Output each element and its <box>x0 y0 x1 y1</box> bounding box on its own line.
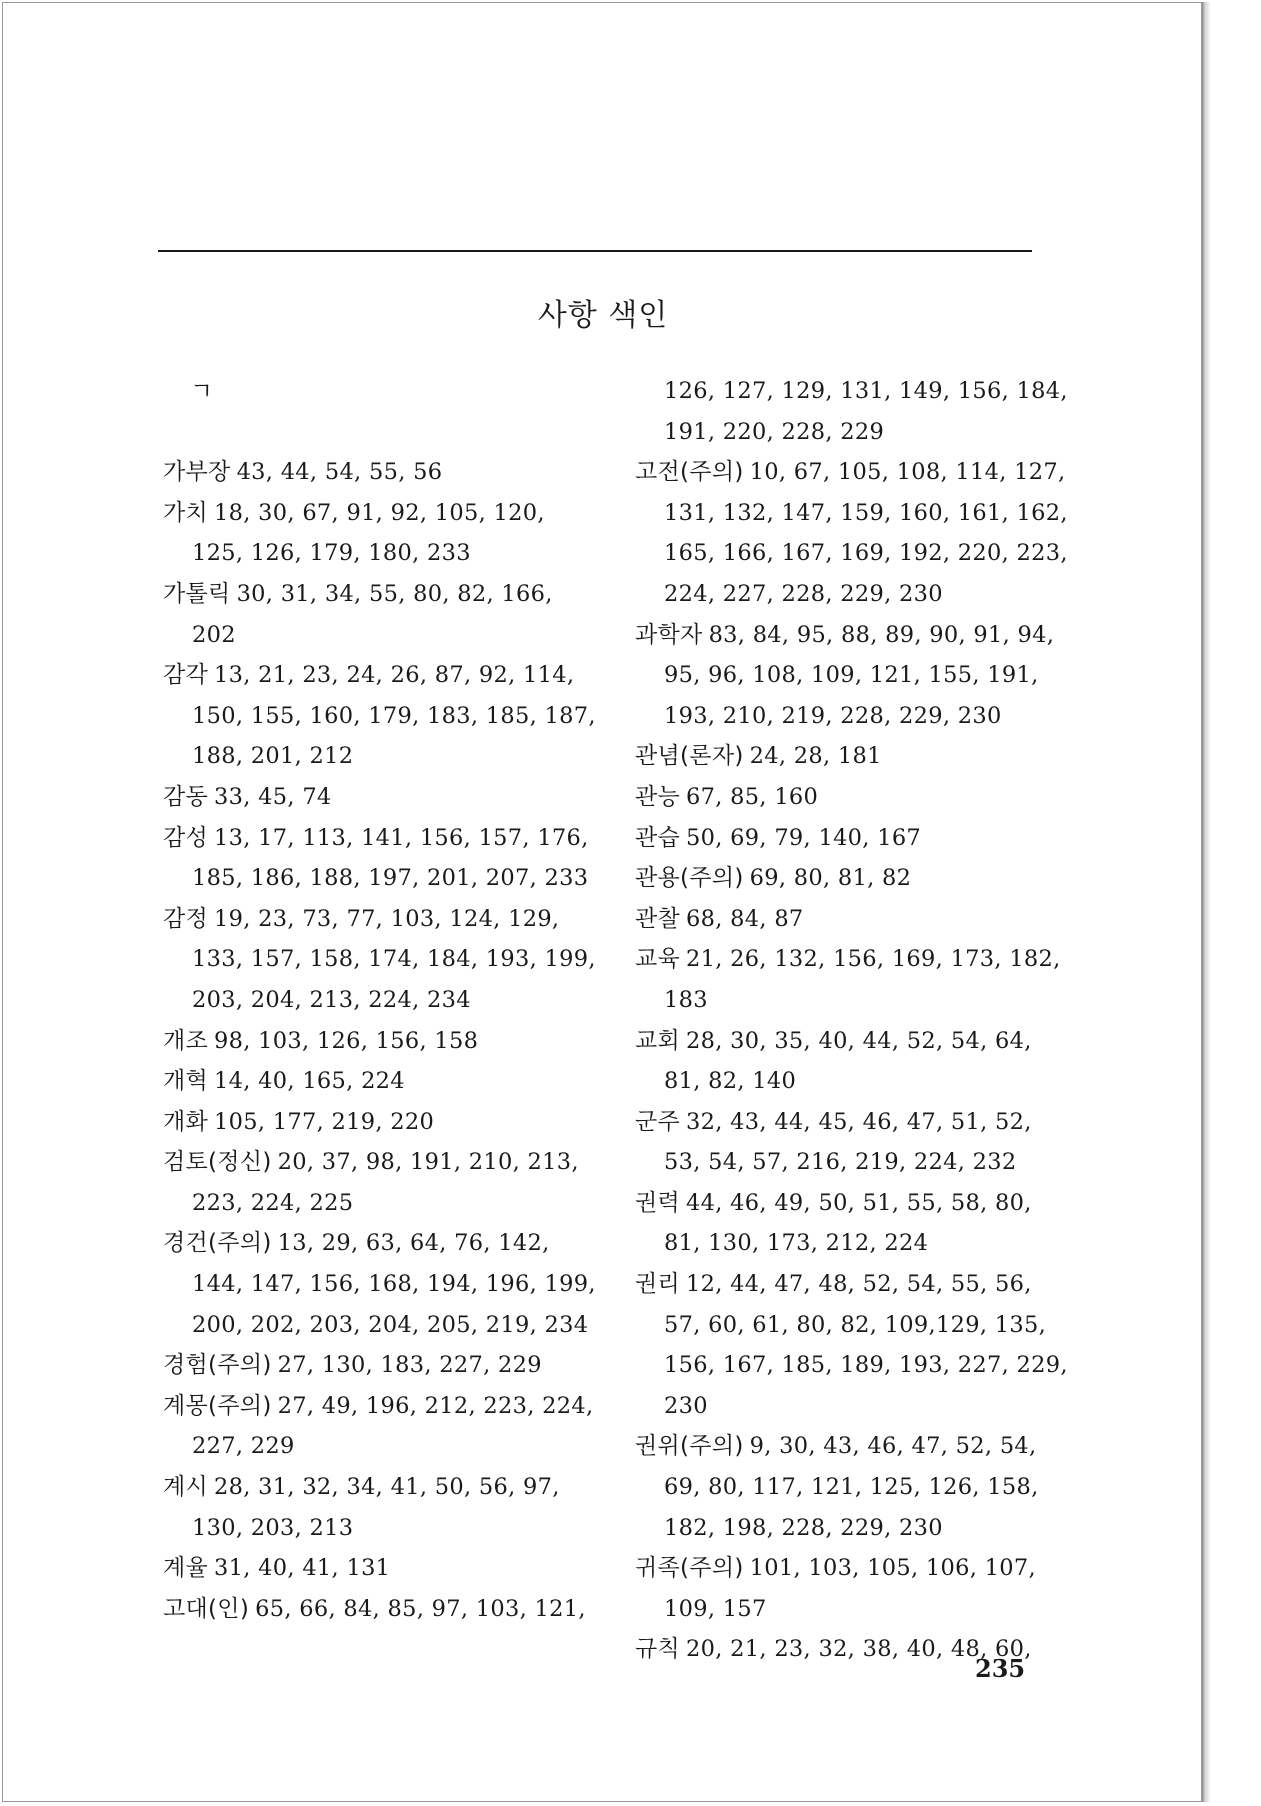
index-term: 교육 <box>635 946 681 973</box>
index-column-left <box>163 371 603 1629</box>
index-page-refs: 65, 66, 84, 85, 97, 103, 121, <box>255 1595 586 1622</box>
index-page-refs: 43, 44, 54, 55, 56 <box>236 459 443 486</box>
index-page-refs: 67, 85, 160 <box>686 783 819 810</box>
index-page-refs: 83, 84, 95, 88, 89, 90, 91, 94, 95, 96, 108, 109, 121, 155, 191, 193, 210, 219, 228, 229, 230 <box>664 621 1055 729</box>
index-entry <box>635 1264 1075 1426</box>
index-term: 고대(인) <box>163 1595 250 1622</box>
index-entry <box>635 818 1075 859</box>
index-term: 관용(주의) <box>635 865 744 892</box>
entry-list-left <box>163 452 603 1629</box>
page-number: 235 <box>975 1654 1026 1683</box>
index-entry <box>163 1386 603 1467</box>
index-term: 권위(주의) <box>635 1433 744 1460</box>
index-term: 감정 <box>163 905 209 932</box>
index-entry <box>163 1102 603 1143</box>
index-term: 감성 <box>163 824 209 851</box>
index-page-refs: 9, 30, 43, 46, 47, 52, 54, 69, 80, 117, 121, 125, 126, 158, 182, 198, 228, 229, 230 <box>664 1433 1039 1541</box>
index-page-refs: 33, 45, 74 <box>214 783 332 810</box>
index-entry <box>163 1142 603 1223</box>
index-term: 감각 <box>163 662 209 689</box>
index-page-refs: 98, 103, 126, 156, 158 <box>214 1027 479 1054</box>
index-term: 계시 <box>163 1474 209 1501</box>
index-term: 관념(론자) <box>635 743 744 770</box>
index-term: 계몽(주의) <box>163 1392 272 1419</box>
index-entry <box>163 574 603 655</box>
index-term: 교회 <box>635 1027 681 1054</box>
index-page-refs: 28, 30, 35, 40, 44, 52, 54, 64, 81, 82, 140 <box>664 1027 1032 1095</box>
index-term: 과학자 <box>635 621 703 648</box>
index-page-refs: 13, 17, 113, 141, 156, 157, 176, 185, 186, 188, 197, 201, 207, 233 <box>192 824 589 892</box>
index-page-refs: 14, 40, 165, 224 <box>214 1068 405 1095</box>
index-entry <box>163 899 603 1021</box>
index-entry <box>163 777 603 818</box>
index-term: 검토(정신) <box>163 1149 272 1176</box>
index-page-refs: 50, 69, 79, 140, 167 <box>686 824 922 851</box>
index-entry <box>635 899 1075 940</box>
index-page-refs: 24, 28, 181 <box>749 743 882 770</box>
index-page-refs: 28, 31, 32, 34, 41, 50, 56, 97, 130, 203, 213 <box>192 1474 560 1541</box>
index-page-refs: 12, 44, 47, 48, 52, 54, 55, 56, 57, 60, 61, 80, 82, 109,129, 135, 156, 167, 185, 189, 193, 227, 229, 230 <box>664 1271 1068 1419</box>
index-entry <box>163 1589 603 1630</box>
index-term: 개혁 <box>163 1068 209 1095</box>
index-page-refs: 27, 49, 196, 212, 223, 224, 227, 229 <box>192 1392 594 1460</box>
book-page <box>2 2 1202 1802</box>
index-entry <box>635 939 1075 1020</box>
index-term: 관습 <box>635 824 681 851</box>
index-page-refs: 10, 67, 105, 108, 114, 127, 131, 132, 147, 159, 160, 161, 162, 165, 166, 167, 169, 192, 220, 223, 224, 227, 228, 229, 230 <box>664 459 1068 607</box>
index-entry <box>163 1021 603 1062</box>
index-term: 계율 <box>163 1555 209 1582</box>
index-page-refs: 105, 177, 219, 220 <box>214 1108 435 1135</box>
index-entry <box>635 1183 1075 1264</box>
index-term: 권력 <box>635 1189 681 1216</box>
index-term: 규칙 <box>635 1636 681 1663</box>
continued-pages: 126, 127, 129, 131, 149, 156, 184, 191, 220, 228, 229 <box>664 378 1068 445</box>
index-entry <box>635 452 1075 614</box>
index-page-refs: 21, 26, 132, 156, 169, 173, 182, 183 <box>664 946 1061 1013</box>
page-edge-shadow <box>1202 2 1210 1802</box>
index-page-refs: 68, 84, 87 <box>686 905 804 932</box>
index-entry <box>635 736 1075 777</box>
index-term: 권리 <box>635 1271 681 1298</box>
index-page-refs: 13, 21, 23, 24, 26, 87, 92, 114, 150, 155, 160, 179, 183, 185, 187, 188, 201, 212 <box>192 662 596 770</box>
index-entry <box>163 1061 603 1102</box>
index-entry <box>163 452 603 493</box>
header-rule <box>158 250 1032 252</box>
section-letter: ㄱ <box>190 377 214 405</box>
index-entry <box>635 1426 1075 1548</box>
index-entry <box>635 858 1075 899</box>
index-entry <box>163 818 603 899</box>
index-page-refs: 32, 43, 44, 45, 46, 47, 51, 52, 53, 54, 57, 216, 219, 224, 232 <box>664 1108 1032 1176</box>
index-term: 고전(주의) <box>635 459 744 486</box>
index-term: 개조 <box>163 1027 209 1054</box>
index-page-refs: 44, 46, 49, 50, 51, 55, 58, 80, 81, 130, 173, 212, 224 <box>664 1189 1032 1257</box>
index-page-refs: 31, 40, 41, 131 <box>214 1555 391 1582</box>
index-term: 감동 <box>163 783 209 810</box>
index-entry <box>163 1548 603 1589</box>
index-page-refs: 69, 80, 81, 82 <box>749 865 912 892</box>
index-page-refs: 13, 29, 63, 64, 76, 142, 144, 147, 156, 168, 194, 196, 199, 200, 202, 203, 204, 205, 219, 234 <box>192 1230 596 1338</box>
index-term: 관능 <box>635 783 681 810</box>
index-entry <box>635 1021 1075 1102</box>
index-page-refs: 27, 130, 183, 227, 229 <box>277 1352 542 1379</box>
index-page-refs: 30, 31, 34, 55, 80, 82, 166, 202 <box>192 580 553 648</box>
index-term: 관찰 <box>635 905 681 932</box>
index-term: 가부장 <box>163 459 231 486</box>
index-page-refs: 20, 21, 23, 32, 38, 40, 48, 60, <box>686 1636 1032 1663</box>
index-entry <box>163 1223 603 1345</box>
page-title: 사항 색인 <box>537 298 669 333</box>
index-term: 개화 <box>163 1108 209 1135</box>
index-term: 가톨릭 <box>163 580 231 607</box>
index-entry <box>163 1467 603 1548</box>
index-term: 경건(주의) <box>163 1230 272 1257</box>
entry-list-right <box>635 452 1075 1670</box>
index-page-refs: 18, 30, 67, 91, 92, 105, 120, 125, 126, 179, 180, 233 <box>192 499 545 567</box>
index-page-refs: 20, 37, 98, 191, 210, 213, 223, 224, 225 <box>192 1149 579 1216</box>
index-term: 경험(주의) <box>163 1352 272 1379</box>
index-entry <box>635 615 1075 737</box>
index-entry <box>163 655 603 777</box>
index-entry <box>163 1345 603 1386</box>
section-gap <box>163 412 603 453</box>
index-entry <box>635 1548 1075 1629</box>
index-entry <box>635 1102 1075 1183</box>
index-term: 군주 <box>635 1108 681 1135</box>
index-term: 귀족(주의) <box>635 1555 744 1582</box>
index-term: 가치 <box>163 499 209 526</box>
index-page-refs: 101, 103, 105, 106, 107, 109, 157 <box>664 1555 1036 1622</box>
index-entry <box>635 777 1075 818</box>
index-column-right <box>635 371 1075 1670</box>
index-page-refs: 19, 23, 73, 77, 103, 124, 129, 133, 157, 158, 174, 184, 193, 199, 203, 204, 213, 224, 234 <box>192 905 596 1013</box>
index-entry <box>163 493 603 574</box>
